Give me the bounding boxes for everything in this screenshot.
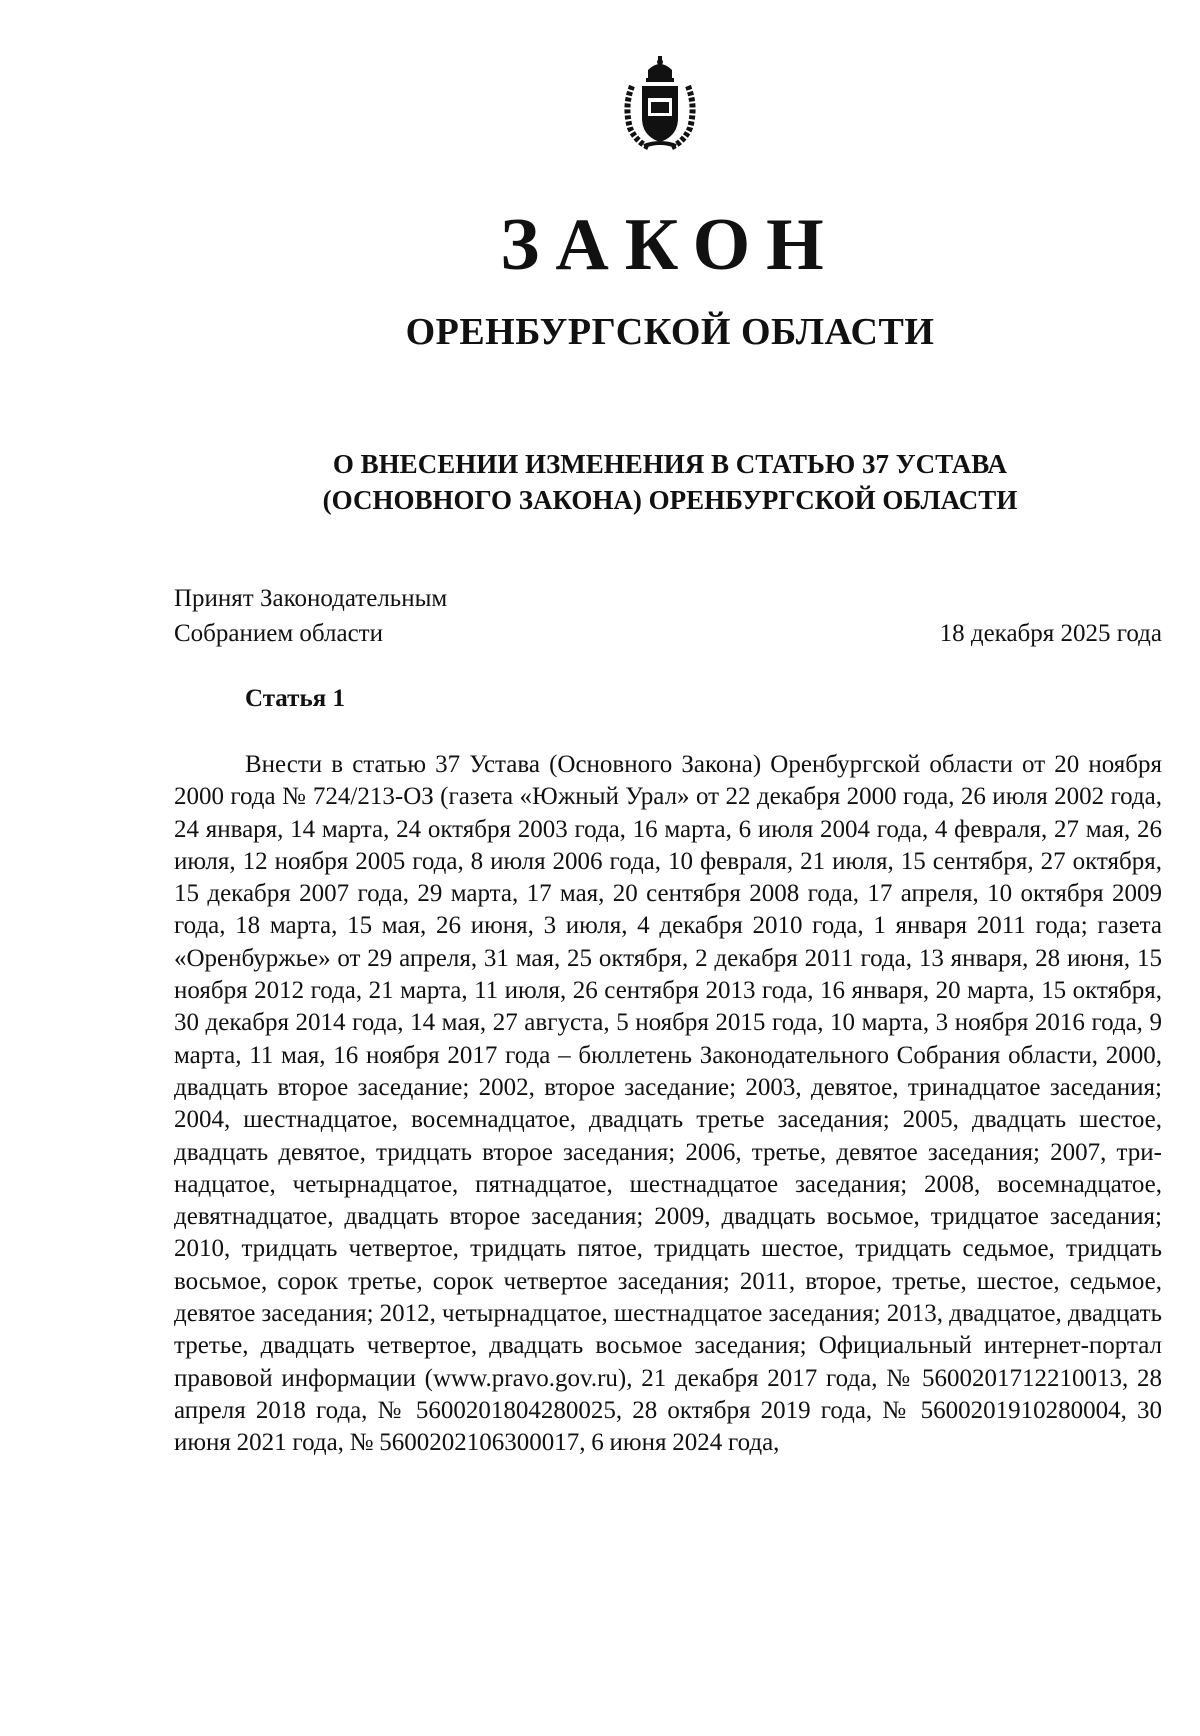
coat-of-arms-emblem (620, 56, 700, 152)
adoption-date: 18 декабря 2025 года (939, 620, 1162, 647)
region-heading: ОРЕНБУРГСКОЙ ОБЛАСТИ (405, 311, 935, 353)
adoption-statement (174, 581, 447, 651)
adoption-line-2: Собранием области (174, 620, 383, 647)
adoption-line-1: Принят Законодательным (174, 585, 448, 612)
article-heading: Статья 1 (245, 685, 345, 712)
law-title-line-1: О ВНЕСЕНИИ ИЗМЕНЕНИЯ В СТАТЬЮ 37 УСТАВА (332, 449, 1008, 479)
law-title (0, 446, 1200, 518)
law-title-line-2: (ОСНОВНОГО ЗАКОНА) ОРЕНБУРГСКОЙ ОБЛАСТИ (322, 485, 1018, 515)
document-type-heading: ЗАКОН (500, 204, 840, 286)
article-body-text: Внести в статью 37 Устава (Основного Закона) Оренбургской области от 20 ноября 2000 года № 724/213-ОЗ (газета «Южный Урал» от 22 декабря 2000 года, 26 июля 2002 года, 24 января, 14 марта, 24 октября 2003 года, 16 марта, 6 июля 2004 года, 4 февраля, 27 мая, 26 июля, 12 ноября 2005 года, 8 июля 2006 года, 10 февраля, 21 июля, 15 сентября, 27 октября, 15 декабря 2007 года, 29 марта, 17 мая, 20 сентября 2008 года, 17 апреля, 10 октября 2009 года, 18 марта, 15 мая, 26 июня, 3 июля, 4 декабря 2010 года, 1 января 2011 года; газета «Оренбуржье» от 29 апреля, 31 мая, 25 октября, 2 декабря 2011 года, 13 января, 28 июня, 15 ноября 2012 года, 21 марта, 11 июля, 26 сентября 2013 года, 16 января, 20 марта, 15 октября, 30 декабря 2014 года, 14 мая, 27 августа, 5 ноября 2015 года, 10 марта, 3 ноября 2016 года, 9 марта, 11 мая, 16 ноября 2017 года – бюллетень Законодательного Собрания области, 2000, двадцать второе заседание; 2002, второе заседание; 2003, девятое, тринадцатое заседания; 2004, шестнадцатое, восемнадцатое, двадцать третье заседания; 2005, двадцать шестое, двадцать девятое, тридцать второе заседания; 2006, третье, девятое заседания; 2007, тринадцатое, четырнадцатое, пятнадцатое, шестнадцатое заседания; 2008, восемнадцатое, девятнадцатое, двадцать второе заседания; 2009, двадцать восьмое, тридцатое заседания; 2010, тридцать четвертое, тридцать пятое, тридцать шестое, тридцать седьмое, тридцать восьмое, сорок третье, сорок четвертое заседания; 2011, второе, третье, шестое, седьмое, девятое заседания; 2012, четырнадцатое, шестнадцатое заседания; 2013, двадцатое, двадцать третье, двадцать четвертое, двадцать восьмое заседания; Официальный интернет-портал правовой информации (www.pravo.gov.ru), 21 декабря 2017 года, № 5600201712210013, 28 апреля 2018 года, № 5600201804280025, 28 октября 2019 года, № 5600201910280004, 30 июня 2021 года, № 5600202106300017, 6 июня 2024 года, (174, 751, 1162, 1457)
